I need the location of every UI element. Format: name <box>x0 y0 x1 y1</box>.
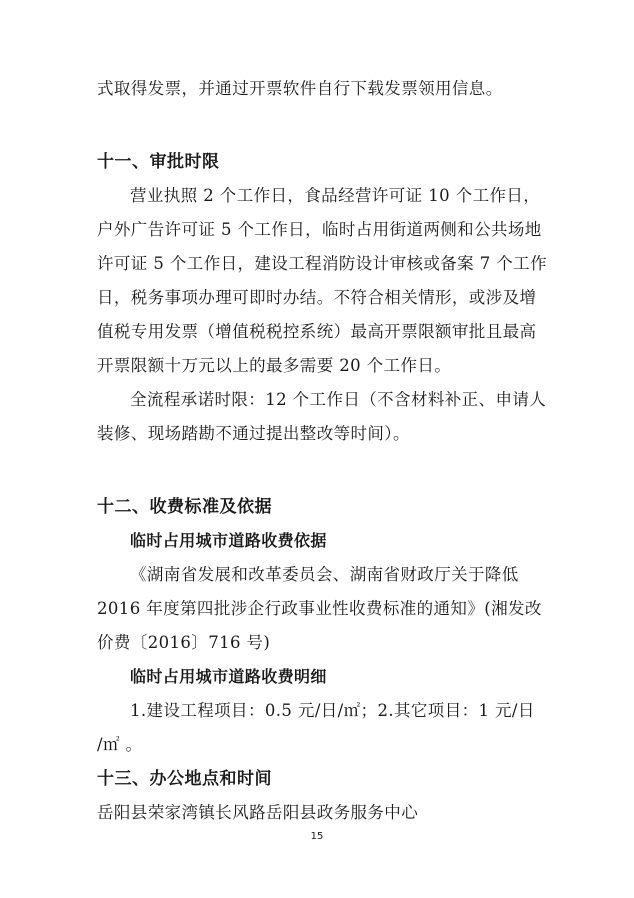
section-11-para1-line: 户外广告许可证 5 个工作日，临时占用街道两侧和公共场地 <box>97 220 542 239</box>
section-11-para1-line: 日，税务事项办理可即时办结。不符合相关情形，或涉及增 <box>97 288 537 307</box>
page-number: 15 <box>310 831 324 842</box>
section-11-heading: 十一、审批时限 <box>97 152 220 172</box>
fee-basis-line: 价费〔2016〕716 号) <box>97 633 271 652</box>
section-11-para1-line: 值税专用发票（增值税税控系统）最高开票限额审批且最高 <box>97 322 537 341</box>
section-11-para2-line: 装修、现场踏勘不通过提出整改等时间）。 <box>97 424 410 443</box>
fee-detail-line: 1.建设工程项目：0.5 元/日/㎡；2.其它项目：1 元/日 <box>130 701 535 720</box>
section-11-para2-line: 全流程承诺时限：12 个工作日（不含材料补正、申请人 <box>130 390 547 409</box>
section-13-heading: 十三、办公地点和时间 <box>97 769 272 789</box>
section-11-para1-line: 营业执照 2 个工作日，食品经营许可证 10 个工作日， <box>130 186 541 205</box>
office-address: 岳阳县荣家湾镇长风路岳阳县政务服务中心 <box>97 803 419 822</box>
section-11-para1-line: 许可证 5 个工作日，建设工程消防设计审核或备案 7 个工作 <box>97 254 547 273</box>
fee-basis-title: 临时占用城市道路收费依据 <box>130 531 327 550</box>
fee-detail-line: /㎡ 。 <box>97 735 143 754</box>
fee-detail-title: 临时占用城市道路收费明细 <box>130 667 327 686</box>
continuation-line: 式取得发票，并通过开票软件自行下载发票领用信息。 <box>97 79 503 98</box>
section-12-heading: 十二、收费标准及依据 <box>97 497 272 517</box>
fee-basis-line: 《湖南省发展和改革委员会、湖南省财政厅关于降低 <box>130 565 519 584</box>
section-11-para1-line: 开票限额十万元以上的最多需要 20 个工作日。 <box>97 356 452 375</box>
fee-basis-line: 2016 年度第四批涉企行政事业性收费标准的通知》(湘发改 <box>97 599 542 618</box>
